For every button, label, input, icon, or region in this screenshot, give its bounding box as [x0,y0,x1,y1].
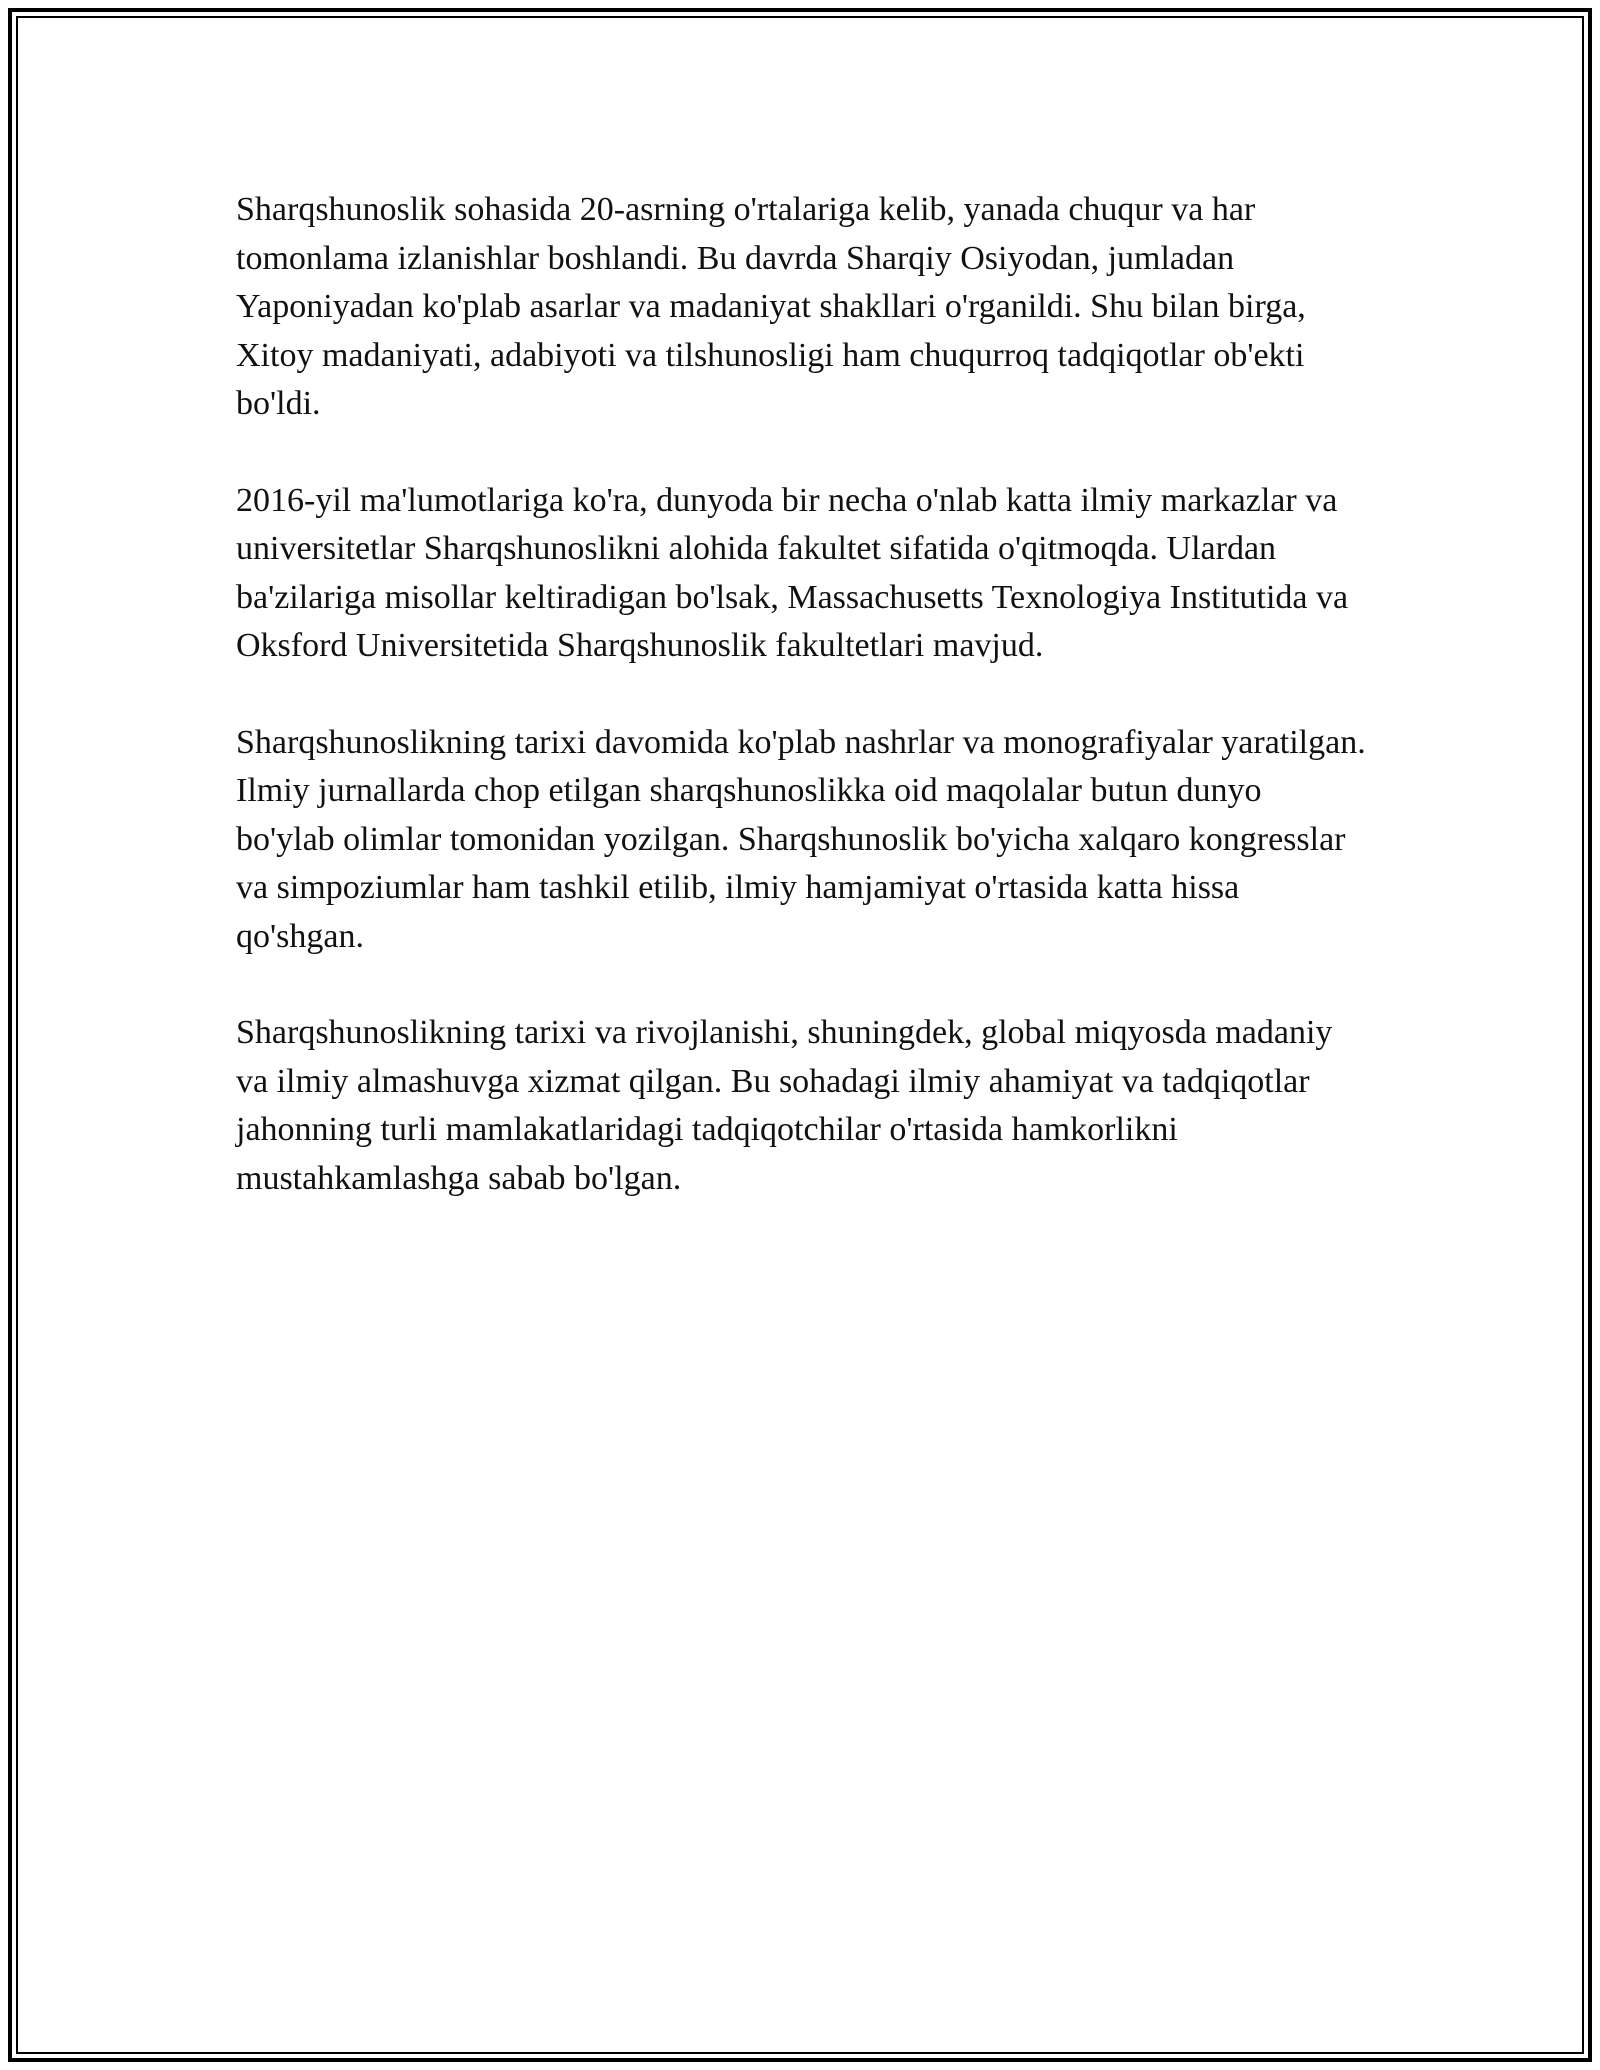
paragraph: Sharqshunoslikning tarixi davomida ko'plab nashrlar va monografiyalar yaratilgan. Ilmiy jurnallarda chop etilgan sharqshunoslikka oid maqolalar butun dunyo bo'ylab olimlar tomonidan yozilgan. Sharqshunoslik bo'yicha xalqaro kongresslar va simpoziumlar ham tashkil etilib, ilmiy hamjamiyat o'rtasida katta hissa qo'shgan. [236,723,1366,955]
document-body [236,186,1366,1251]
paragraph: Sharqshunoslik sohasida 20-asrning o'rtalariga kelib, yanada chuqur va har tomonlama izlanishlar boshlandi. Bu davrda Sharqiy Osiyodan, jumladan Yaponiyadan ko'plab asarlar va madaniyat shakllari o'rganildi. Shu bilan birga, Xitoy madaniyati, adabiyoti va tilshunosligi ham chuqurroq tadqiqotlar ob'ekti bo'ldi. [236,191,1306,422]
paragraph: 2016-yil ma'lumotlariga ko'ra, dunyoda bir necha o'nlab katta ilmiy markazlar va universitetlar Sharqshunoslikni alohida fakultet sifatida o'qitmoqda. Ulardan ba'zilariga misollar keltiradigan bo'lsak, Massachusetts Texnologiya Institutida va Oksford Universitetida Sharqshunoslik fakultetlari mavjud. [236,481,1349,664]
paragraph: Sharqshunoslikning tarixi va rivojlanishi, shuningdek, global miqyosda madaniy va ilmiy almashuvga xizmat qilgan. Bu sohadagi ilmiy ahamiyat va tadqiqotlar jahonning turli mamlakatlaridagi tadqiqotchilar o'rtasida hamkorlikni mustahkamlashga sabab bo'lgan. [236,1014,1333,1197]
